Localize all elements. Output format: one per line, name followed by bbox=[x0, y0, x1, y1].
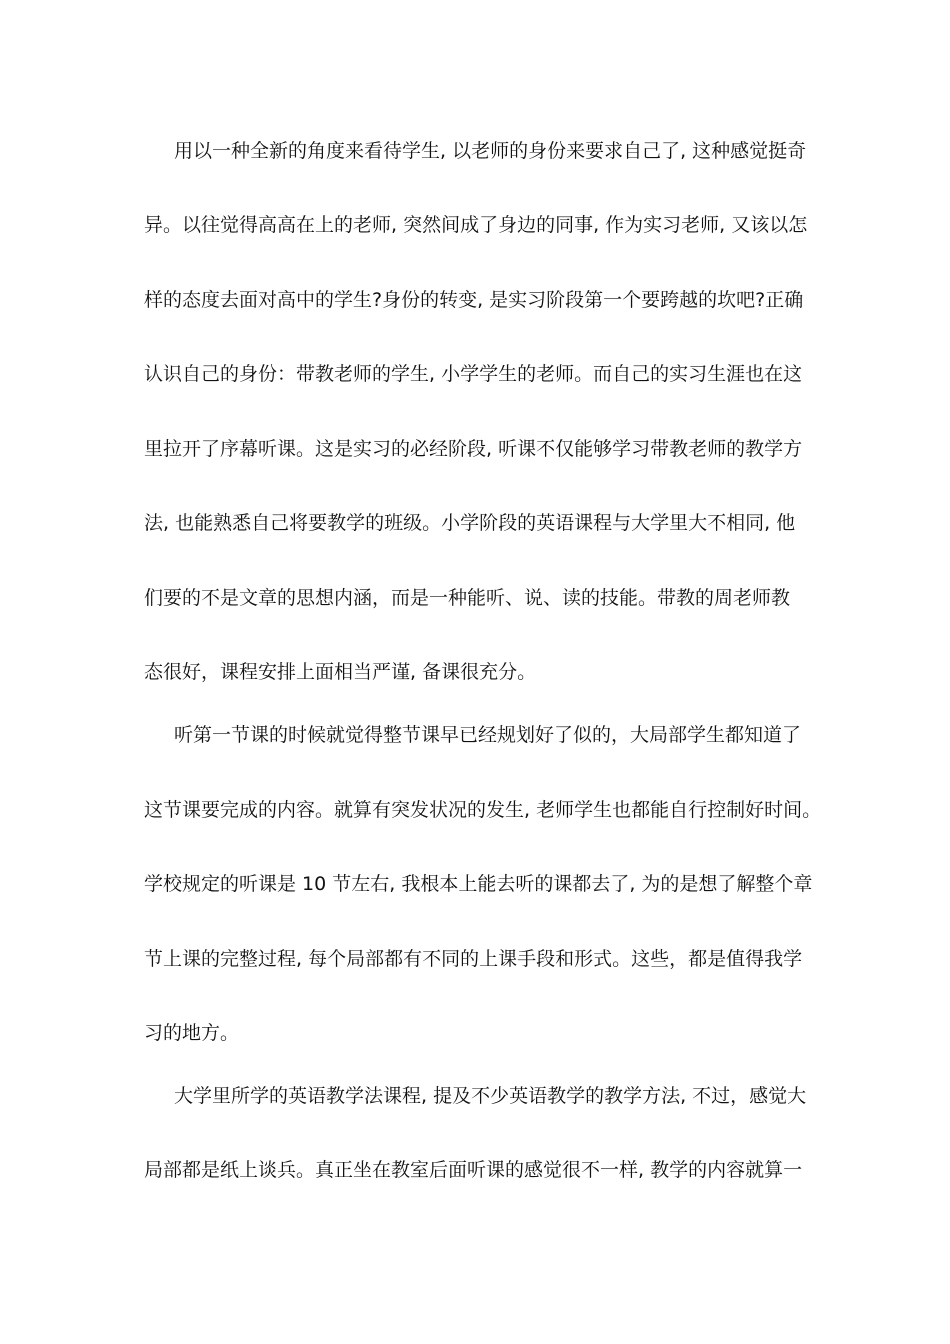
text-line: 大学里所学的英语教学法课程, 提及不少英语教学的教学方法, 不过，感觉大 bbox=[174, 1085, 807, 1107]
text-line: 们要的不是文章的思想内涵，而是一种能听、说、读的技能。带教的周老师教 bbox=[144, 587, 791, 609]
text-line: 用以一种全新的角度来看待学生, 以老师的身份来要求自己了, 这种感觉挺奇 bbox=[174, 140, 807, 162]
text-line: 认识自己的身份：带教老师的学生, 小学学生的老师。而自己的实习生涯也在这 bbox=[144, 363, 803, 385]
text-line: 听第一节课的时候就觉得整节课早已经规划好了似的，大局部学生都知道了 bbox=[174, 724, 802, 746]
text-line: 法, 也能熟悉自己将要教学的班级。小学阶段的英语课程与大学里大不相同, 他 bbox=[144, 512, 796, 534]
text-line: 样的态度去面对高中的学生?身份的转变, 是实习阶段第一个要跨越的坎吧?正确 bbox=[144, 289, 804, 311]
text-line: 节上课的完整过程, 每个局部都有不同的上课手段和形式。这些，都是值得我学 bbox=[144, 948, 803, 970]
text-line: 这节课要完成的内容。就算有突发状况的发生, 老师学生也都能自行控制好时间。 bbox=[144, 799, 822, 821]
text-line: 里拉开了序幕听课。这是实习的必经阶段, 听课不仅能够学习带教老师的教学方 bbox=[144, 438, 803, 460]
text-line: 习的地方。 bbox=[144, 1022, 240, 1044]
text-line: 学校规定的听课是 10 节左右, 我根本上能去听的课都去了, 为的是想了解整个章 bbox=[144, 873, 813, 895]
text-line: 异。以往觉得高高在上的老师, 突然间成了身边的同事, 作为实习老师, 又该以怎 bbox=[144, 214, 808, 236]
text-line: 态很好，课程安排上面相当严谨, 备课很充分。 bbox=[144, 661, 537, 683]
text-line: 局部都是纸上谈兵。真正坐在教室后面听课的感觉很不一样, 教学的内容就算一 bbox=[144, 1159, 803, 1181]
